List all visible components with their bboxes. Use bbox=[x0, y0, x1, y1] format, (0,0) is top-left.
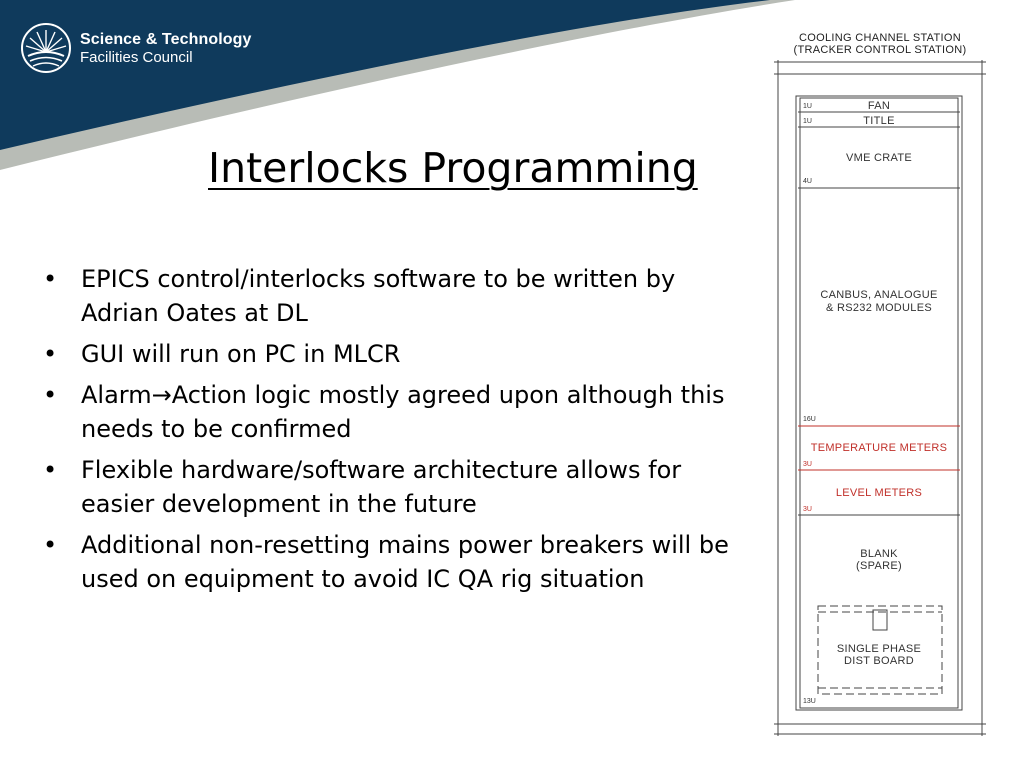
bullet-text: GUI will run on PC in MLCR bbox=[81, 340, 401, 368]
level-meters-label: LEVEL METERS bbox=[835, 487, 923, 499]
bullet-dot: • bbox=[43, 340, 58, 368]
canbus-unit-label: 16U bbox=[803, 416, 816, 423]
temperature-unit-label: 3U bbox=[803, 461, 812, 468]
bottom-unit-label: 13U bbox=[803, 698, 816, 705]
bullet-dot: • bbox=[43, 265, 58, 293]
temperature-meters-label: TEMPERATURE METERS bbox=[810, 442, 948, 454]
rack-heading-line2: (TRACKER CONTROL STATION) bbox=[793, 44, 967, 56]
bullet-list bbox=[40, 262, 740, 603]
vme-unit-label: 4U bbox=[803, 178, 812, 185]
bullet-dot: • bbox=[43, 456, 58, 484]
fan-label: FAN bbox=[867, 100, 891, 112]
bullet-text: Alarm→Action logic mostly agreed upon although this needs to be confirmed bbox=[81, 381, 725, 443]
dist-board-label-line2: DIST BOARD bbox=[843, 655, 915, 667]
org-name-line2: Facilities Council bbox=[80, 48, 193, 66]
stfc-logo bbox=[20, 22, 252, 74]
canbus-label-line2: & RS232 MODULES bbox=[826, 302, 932, 314]
rack-drawing bbox=[760, 28, 1000, 748]
bullet-dot: • bbox=[43, 531, 58, 559]
bullet-text: Flexible hardware/software architecture allows for easier development in the future bbox=[81, 456, 682, 518]
blank-label-line1: BLANK bbox=[860, 548, 898, 560]
blank-label-line2: (SPARE) bbox=[856, 560, 902, 572]
slide-title: Interlocks Programming bbox=[208, 144, 698, 192]
rack-heading-line1: COOLING CHANNEL STATION bbox=[799, 32, 961, 44]
bullet-item bbox=[40, 337, 740, 371]
bullet-item bbox=[40, 262, 740, 330]
vme-crate-label: VME CRATE bbox=[845, 152, 913, 164]
level-unit-label: 3U bbox=[803, 506, 812, 513]
title-section-label: TITLE bbox=[863, 115, 895, 127]
bullet-dot: • bbox=[43, 381, 58, 409]
canbus-label-line1: CANBUS, ANALOGUE bbox=[820, 289, 938, 301]
org-name bbox=[80, 30, 252, 67]
bullet-item bbox=[40, 453, 740, 521]
bullet-item bbox=[40, 378, 740, 446]
fan-unit-label: 1U bbox=[803, 103, 812, 110]
title-unit-label: 1U bbox=[803, 118, 812, 125]
org-name-line1: Science & Technology bbox=[80, 30, 252, 48]
bullet-text: Additional non-resetting mains power breakers will be used on equipment to avoid IC QA rig situation bbox=[81, 531, 729, 593]
dist-board-label-line1: SINGLE PHASE bbox=[836, 643, 922, 655]
sunburst-icon bbox=[20, 22, 72, 74]
bullet-item bbox=[40, 528, 740, 596]
bullet-text: EPICS control/interlocks software to be written by Adrian Oates at DL bbox=[81, 265, 676, 327]
rack-outline bbox=[760, 28, 1000, 748]
